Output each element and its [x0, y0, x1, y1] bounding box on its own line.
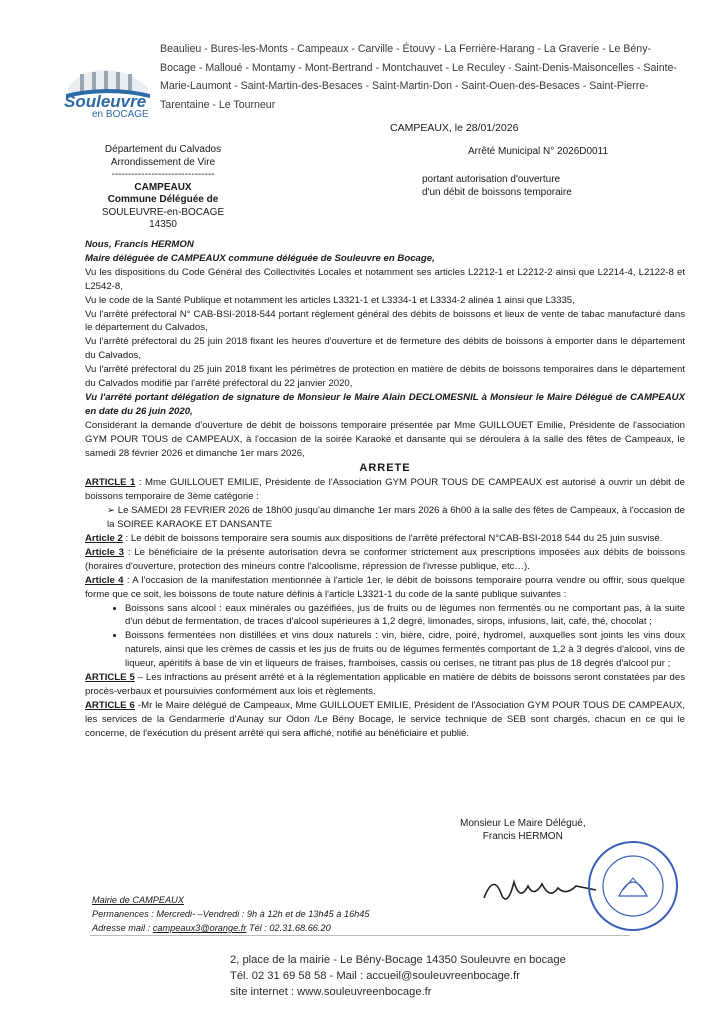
article-5 — [85, 671, 685, 699]
article-6 — [85, 699, 685, 741]
article-2-text: : Le débit de boissons temporaire sera soumis aux dispositions de l'arrêté préfectoral N°CAB-BSI-2018 544 du 25 juin susvisé. — [122, 533, 663, 545]
article-6-label: ARTICLE 6 — [85, 699, 135, 711]
footer-contact: Tél. 02 31 69 58 58 - Mail : accueil@souleuvreenbocage.fr — [230, 970, 520, 982]
footer-address: 2, place de la mairie - Le Bény-Bocage 14350 Souleuvre en bocage — [230, 954, 566, 966]
arrete-number: Arrêté Municipal N° 2026D0011 — [468, 146, 608, 157]
souleuvre-logo — [62, 58, 154, 122]
footer-address-block — [230, 952, 566, 1000]
commune-name: CAMPEAUX — [134, 181, 192, 193]
article-4-item-2: • Boissons fermentées non distillées et vins doux naturels : vin, bière, cidre, poiré, hydromel, auxquelles sont joints les vins doux naturels, ainsi que les crèmes de cassis et les jus de fruits ou de légumes fermentés comportant de 1,2 à 3 degrés d'alcool, vins de liqueur, apéritifs à base de vin et liqueurs de fraises, framboises, cassis ou cerises, ne titrant pas plus de 18 degrés d'alcool pur ; — [125, 629, 685, 671]
article-3-label: Article 3 — [85, 546, 125, 558]
vu-3: Vu l'arrêté préfectoral N° CAB-BSI-2018-544 portant règlement général des débits de boissons et lieux de vente de tabac manufacturé dans le département du Calvados, — [85, 308, 685, 334]
vu-5: Vu l'arrêté préfectoral du 25 juin 2018 fixant les périmètres de protection en matière de débits de boissons temporaires dans le département du Calvados modifié par l'arrêté préfectoral du 22 janvier 2020, — [85, 364, 685, 390]
separator: ------------------------------- — [111, 169, 215, 180]
article-3-text: : Le bénéficiaire de la présente autorisation devra se conformer strictement aux prescriptions imposées aux débits de boissons (horaires d'ouverture, protection des mineurs contre l'alcoolisme, répression de l'ivresse publique, etc…). — [85, 546, 685, 572]
mairie-name: Mairie de CAMPEAUX — [92, 895, 184, 905]
mail-line — [92, 921, 370, 935]
footer-divider — [90, 935, 630, 936]
article-1-item: ➢ Le SAMEDI 28 FEVRIER 2026 de 18h00 jusqu'au dimanche 1er mars 2026 à 6h00 à la salle des fêtes de Campeaux, à l'occasion de la SOIREE KARAOKE ET DANSANTE — [107, 504, 685, 532]
mail-link[interactable]: campeaux3@orange.fr — [152, 923, 247, 933]
article-1-text: : Mme GUILLOUET EMILIE, Présidente de l'Association GYM POUR TOUS DE CAMPEAUX est autorisé à ouvrir un débit de boissons temporaire de 3ème catégorie : — [85, 477, 685, 503]
arrete-body — [85, 238, 685, 741]
article-4-text: : A l'occasion de la manifestation mentionnée à l'article 1er, le débit de boissons temporaire pourra vendre ou offrir, sous quelque forme que ce soit, les boissons de toute nature définis à l'article L3321-1 du code de la santé publique suivantes : — [85, 574, 685, 600]
article-4-label: Article 4 — [85, 574, 124, 586]
article-5-text: – Les infractions au présent arrêté et à la réglementation applicable en matière de débits de boissons seront constatées par des procès-verbaux et poursuivies conformément aux lois et règlements. — [85, 672, 685, 697]
article-3 — [85, 546, 685, 574]
signatory — [460, 818, 586, 843]
official-stamp — [585, 838, 681, 934]
footer-site: site internet : www.souleuvreenbocage.fr — [230, 986, 432, 998]
article-1 — [85, 476, 685, 504]
logo-line2: en BOCAGE — [92, 109, 149, 120]
article-1-label: ARTICLE 1 — [85, 477, 136, 489]
vu-6: Vu l'arrêté portant délégation de signature de Monsieur le Maire Alain DECLOMESNIL à Monsieur le Maire Délégué de CAMPEAUX en date du 26 juin 2020, — [85, 391, 685, 417]
place-date: CAMPEAUX, le 28/01/2026 — [390, 122, 519, 134]
arrondissement: Arrondissement de Vire — [110, 156, 216, 168]
article-4 — [85, 574, 685, 602]
article-6-text: -Mr le Maire délégué de Campeaux, Mme GUILLOUET EMILIE, Président de l'Association GYM POUR TOUS DE CAMPEAUX, les services de la Gendarmerie d'Aunay sur Odon /Le Bény Bocage, le service technique de SEB sont chargés, chacun en ce qui le concerne, de l'exécution du présent arrêté qui sera affiché, notifié au bénéficiaire et publié. — [85, 699, 686, 739]
maire-title: Maire déléguée de CAMPEAUX commune déléguée de Souleuvre en Bocage, — [85, 252, 435, 264]
arrete-subject — [422, 174, 572, 199]
permanences: Permanences : Mercredi- –Vendredi : 9h à 12h et de 13h45 à 16h45 — [92, 909, 370, 919]
considerant: Considérant la demande d'ouverture de débit de boissons temporaire présentée par Mme GUILLOUET Emilie, Présidente de l'association GYM POUR TOUS de CAMPEAUX, à l'occasion de la soirée Karaoké et dansante qui se déroulera à la salle des fêtes de Campeaux, le samedi 28 février 2026 et dimanche 1er mars 2026, — [85, 419, 685, 459]
vu-2: Vu le code de la Santé Publique et notamment les articles L3321-1 et L3334-1 et L3334-2 alinéa 1 ainsi que L3335, — [85, 294, 575, 306]
article-5-label: ARTICLE 5 — [85, 672, 135, 684]
subject-line1: portant autorisation d'ouverture — [422, 174, 561, 185]
handwritten-signature — [480, 868, 600, 908]
issuer-block — [68, 144, 258, 232]
mail-label: Adresse mail : — [92, 923, 151, 933]
article-4-item-1: • Boissons sans alcool : eaux minérales ou gazéifiées, jus de fruits ou de légumes non fermentés ou ne comportant pas, à la suite d'un début de fermentation, de traces d'alcool supérieures à 1,2 degré, limonades, sirops, infusions, lait, café, thé, chocolat ; — [125, 602, 685, 630]
nous: Nous, Francis HERMON — [85, 239, 194, 250]
commune-parent: SOULEUVRE-en-BOCAGE — [101, 206, 225, 218]
commune-role: Commune Déléguée de — [107, 194, 219, 205]
article-2-label: Article 2 — [85, 533, 123, 545]
communes-list: Beaulieu - Bures-les-Monts - Campeaux - Carville - Étouvy - La Ferrière-Harang - La Graverie - Le Bény-Bocage - Malloué - Montamy - Mont-Bertrand - Montchauvet - Le Reculey - Saint-Denis-Maisoncelles - Sainte-Marie-Laumont - Saint-Martin-des-Besaces - Saint-Martin-Don - Saint-Ouen-des-Besaces - Saint-Pierre-Tarentaine - Le Tourneur — [160, 43, 677, 111]
mairie-info — [92, 893, 370, 935]
arrete-heading: ARRETE — [359, 461, 411, 474]
signatory-name: Francis HERMON — [482, 830, 563, 842]
vu-1: Vu les dispositions du Code Général des Collectivités Locales et notamment ses articles L2212-1 et L2212-2 ainsi que L2214-4, L2122-8 et L2542-8, — [85, 266, 685, 292]
article-2 — [85, 532, 685, 546]
department: Département du Calvados — [104, 144, 222, 155]
vu-4: Vu l'arrêté préfectoral du 25 juin 2018 fixant les heures d'ouverture et de fermeture des débits de boissons à emporter dans le département du Calvados, — [85, 336, 685, 362]
signatory-title: Monsieur Le Maire Délégué, — [460, 818, 586, 829]
postcode: 14350 — [149, 219, 177, 230]
logo-line1: Souleuvre — [64, 92, 147, 111]
subject-line2: d'un débit de boissons temporaire — [422, 186, 572, 198]
mairie-phone: Tél : 02.31.68.66.20 — [248, 923, 331, 933]
